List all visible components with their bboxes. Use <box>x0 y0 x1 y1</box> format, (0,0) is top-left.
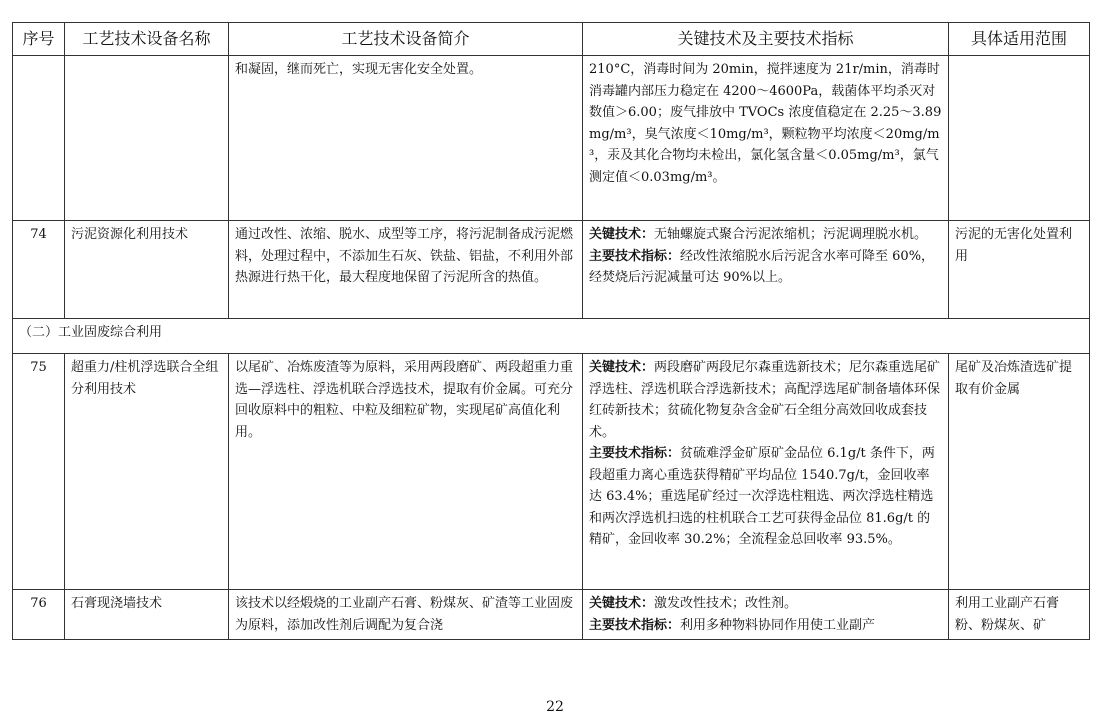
cell-intro-continued: 和凝固，继而死亡，实现无害化安全处置。 <box>229 56 583 221</box>
cell-scope-76: 利用工业副产石膏粉、粉煤灰、矿 <box>949 590 1090 640</box>
cell-scope-75: 尾矿及冶炼渣选矿提取有价金属 <box>949 354 1090 590</box>
key-tech-label-76: 关键技术： <box>589 596 655 611</box>
cell-tech-75 <box>583 354 949 590</box>
section-heading-row <box>13 319 1090 354</box>
cell-intro-76: 该技术以经煅烧的工业副产石膏、粉煤灰、矿渣等工业固废为原料，添加改性剂后调配为复合浇 <box>229 590 583 640</box>
header-technology-intro: 工艺技术设备简介 <box>229 23 583 56</box>
cell-no-74: 74 <box>13 221 65 319</box>
key-tech-text-75: 两段磨矿两段尼尔森重选新技术；尼尔森重选尾矿浮选柱、浮选机联合浮选新技术；高配浮选尾矿制备墙体环保红砖新技术；贫硫化物复杂含金矿石全组分高效回收成套技术。 <box>589 360 941 440</box>
cell-name-75: 超重力/柱机浮选联合全组分利用技术 <box>65 354 229 590</box>
table-row-75 <box>13 354 1090 590</box>
cell-name-74: 污泥资源化利用技术 <box>65 221 229 319</box>
cell-name-76: 石膏现浇墙技术 <box>65 590 229 640</box>
indicator-text-75: 贫硫难浮金矿原矿金品位 6.1g/t 条件下，两段超重力离心重选获得精矿平均品位 1540.7g/t，金回收率达 63.4%；重选尾矿经过一次浮选柱粗选、两次浮选柱精选和两次浮选机扫选的柱机联合工艺可获得金品位 81.6g/t 的精矿，金回收率 30.2%；全流程金总回收率 93.5%。 <box>589 446 935 547</box>
cell-tech-continued: 210°C，消毒时间为 20min，搅拌速度为 21r/min，消毒时消毒罐内部压力稳定在 4200～4600Pa，载菌体平均杀灭对数值＞6.00；废气排放中 TVOCs 浓度值稳定在 2.25～3.89mg/m³，臭气浓度＜10mg/m³，颗粒物平均浓度＜20mg/m³，汞及其化合物均未检出，氯化氢含量＜0.05mg/m³，氯气测定值＜0.03mg/m³。 <box>583 56 949 221</box>
header-key-technology-indicators: 关键技术及主要技术指标 <box>583 23 949 56</box>
page-number: 22 <box>546 699 564 715</box>
indicator-label-76: 主要技术指标： <box>589 617 681 633</box>
table-row-continued <box>13 56 1090 221</box>
header-application-scope: 具体适用范围 <box>949 23 1090 56</box>
cell-no-75: 75 <box>13 354 65 590</box>
header-serial-number: 序号 <box>13 23 65 56</box>
indicator-text-76: 利用多种物料协同作用使工业副产 <box>680 617 876 633</box>
key-tech-label-75: 关键技术： <box>589 360 655 375</box>
indicator-label-74: 主要技术指标： <box>589 248 681 264</box>
section-title: （二）工业固废综合利用 <box>13 319 1090 354</box>
key-tech-text-76: 激发改性技术；改性剂。 <box>654 596 798 611</box>
header-technology-name: 工艺技术设备名称 <box>65 23 229 56</box>
cell-no-continued <box>13 56 65 221</box>
key-tech-text-74: 无轴螺旋式聚合污泥浓缩机；污泥调理脱水机。 <box>654 227 928 242</box>
indicator-text-74: 经改性浓缩脱水后污泥含水率可降至 60%，经焚烧后污泥减量可达 90%以上。 <box>589 248 935 285</box>
key-tech-label-74: 关键技术： <box>589 227 655 242</box>
cell-scope-continued <box>949 56 1090 221</box>
indicator-label-75: 主要技术指标： <box>589 446 681 461</box>
cell-no-76: 76 <box>13 590 65 640</box>
cell-tech-76 <box>583 590 949 640</box>
cell-scope-74: 污泥的无害化处置利用 <box>949 221 1090 319</box>
table-row-74 <box>13 221 1090 319</box>
cell-name-continued <box>65 56 229 221</box>
cell-intro-74: 通过改性、浓缩、脱水、成型等工序，将污泥制备成污泥燃料，处理过程中，不添加生石灰、铁盐、铝盐，不利用外部热源进行热干化，最大程度地保留了污泥所含的热值。 <box>229 221 583 319</box>
cell-tech-74 <box>583 221 949 319</box>
table-header-row <box>13 23 1090 56</box>
table-row-76 <box>13 590 1090 640</box>
cell-intro-75: 以尾矿、冶炼废渣等为原料，采用两段磨矿、两段超重力重选—浮选柱、浮选机联合浮选技术，提取有价金属。可充分回收原料中的粗粒、中粒及细粒矿物，实现尾矿高值化利用。 <box>229 354 583 590</box>
technology-catalog-table <box>12 22 1090 640</box>
